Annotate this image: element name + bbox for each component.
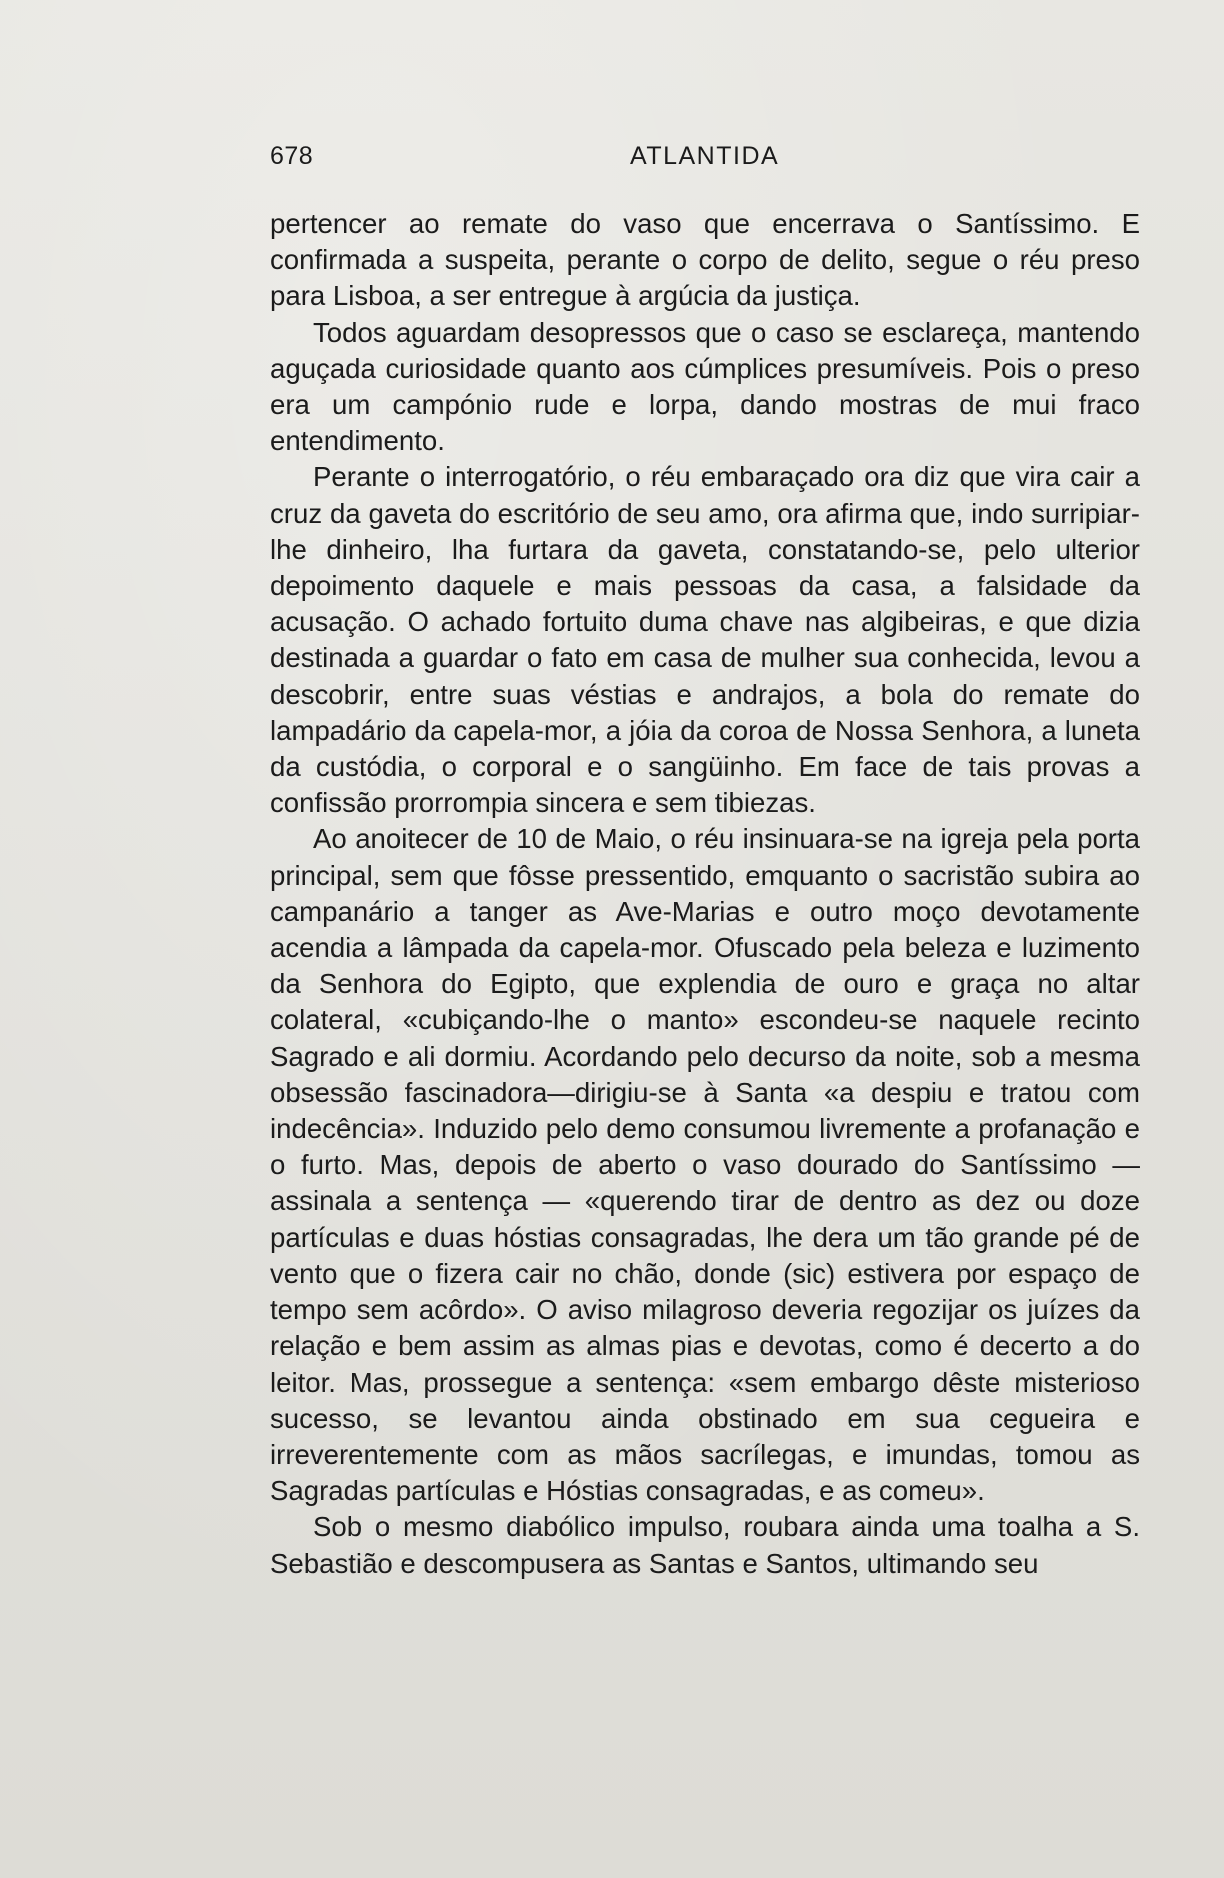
- paragraph: Todos aguardam desopressos que o caso se esclareça, mantendo aguçada curiosidade quanto aos cúmplices presumíveis. Pois o preso era um campónio rude e lorpa, dando mostras de mui fraco entendimento.: [270, 316, 1140, 457]
- paragraph: Ao anoitecer de 10 de Maio, o réu insinuara-se na igreja pela porta principal, sem que fôsse pressentido, emquanto o sacristão subira ao campanário a tanger as Ave-Marias e outro moço devotamente acendia a lâmpada da capela-mor. Ofuscado pela beleza e luzimento da Senhora do Egipto, que explendia de ouro e graça no altar colateral, «cubiçando-lhe o manto» escondeu-se naquele recinto Sagrado e ali dormiu. Acordando pelo decurso da noite, sob a mesma obsessão fascinadora—dirigiu-se à Santa «a despiu e tratou com indecência». Induzido pelo demo consumou livremente a profanação e o furto. Mas, depois de aberto o vaso dourado do Santíssimo — assinala a sentença — «querendo tirar de dentro as dez ou doze partículas e duas hóstias consagradas, lhe dera um tão grande pé de vento que o fizera cair no chão, donde (sic) estivera por espaço de tempo sem acôrdo». O aviso milagroso deveria regozijar os juízes da relação e bem assim as almas pias e devotas, como é decerto a do leitor. Mas, prossegue a sentença: «sem embargo dêste misterioso sucesso, se levantou ainda obstinado em sua cegueira e irreverentemente com as mãos sacrílegas, e imundas, tomou as Sagradas partículas e Hóstias consagradas, e as comeu».: [270, 823, 1140, 1507]
- paragraph: Sob o mesmo diabólico impulso, roubara ainda uma toalha a S. Sebastião e descompusera as Santas e Santos, ultimando seu: [270, 1511, 1140, 1579]
- paragraph-continued: pertencer ao remate do vaso que encerrava o Santíssimo. E confirmada a suspeita, perante o corpo de delito, segue o réu preso para Lisboa, a ser entregue à argúcia da justiça.: [270, 208, 1140, 312]
- paragraph: Perante o interrogatório, o réu embaraçado ora diz que vira cair a cruz da gaveta do escritório de seu amo, ora afirma que, indo surripiar-lhe dinheiro, lha furtara da gaveta, constatando-se, pelo ulterior depoimento daquele e mais pessoas da casa, a falsidade da acusação. O achado fortuito duma chave nas algibeiras, e que dizia destinada a guardar o fato em casa de mulher sua conhecida, levou a descobrir, entre suas véstias e andrajos, a bola do remate do lampadário da capela-mor, a jóia da coroa de Nossa Senhora, a luneta da custódia, o corporal e o sangüinho. Em face de tais provas a confissão prorrompia sincera e sem tibiezas.: [270, 461, 1140, 819]
- running-head: [270, 142, 1140, 176]
- body-text: [270, 206, 1140, 1582]
- page-number: 678: [270, 142, 314, 170]
- running-title: ATLANTIDA: [630, 142, 780, 170]
